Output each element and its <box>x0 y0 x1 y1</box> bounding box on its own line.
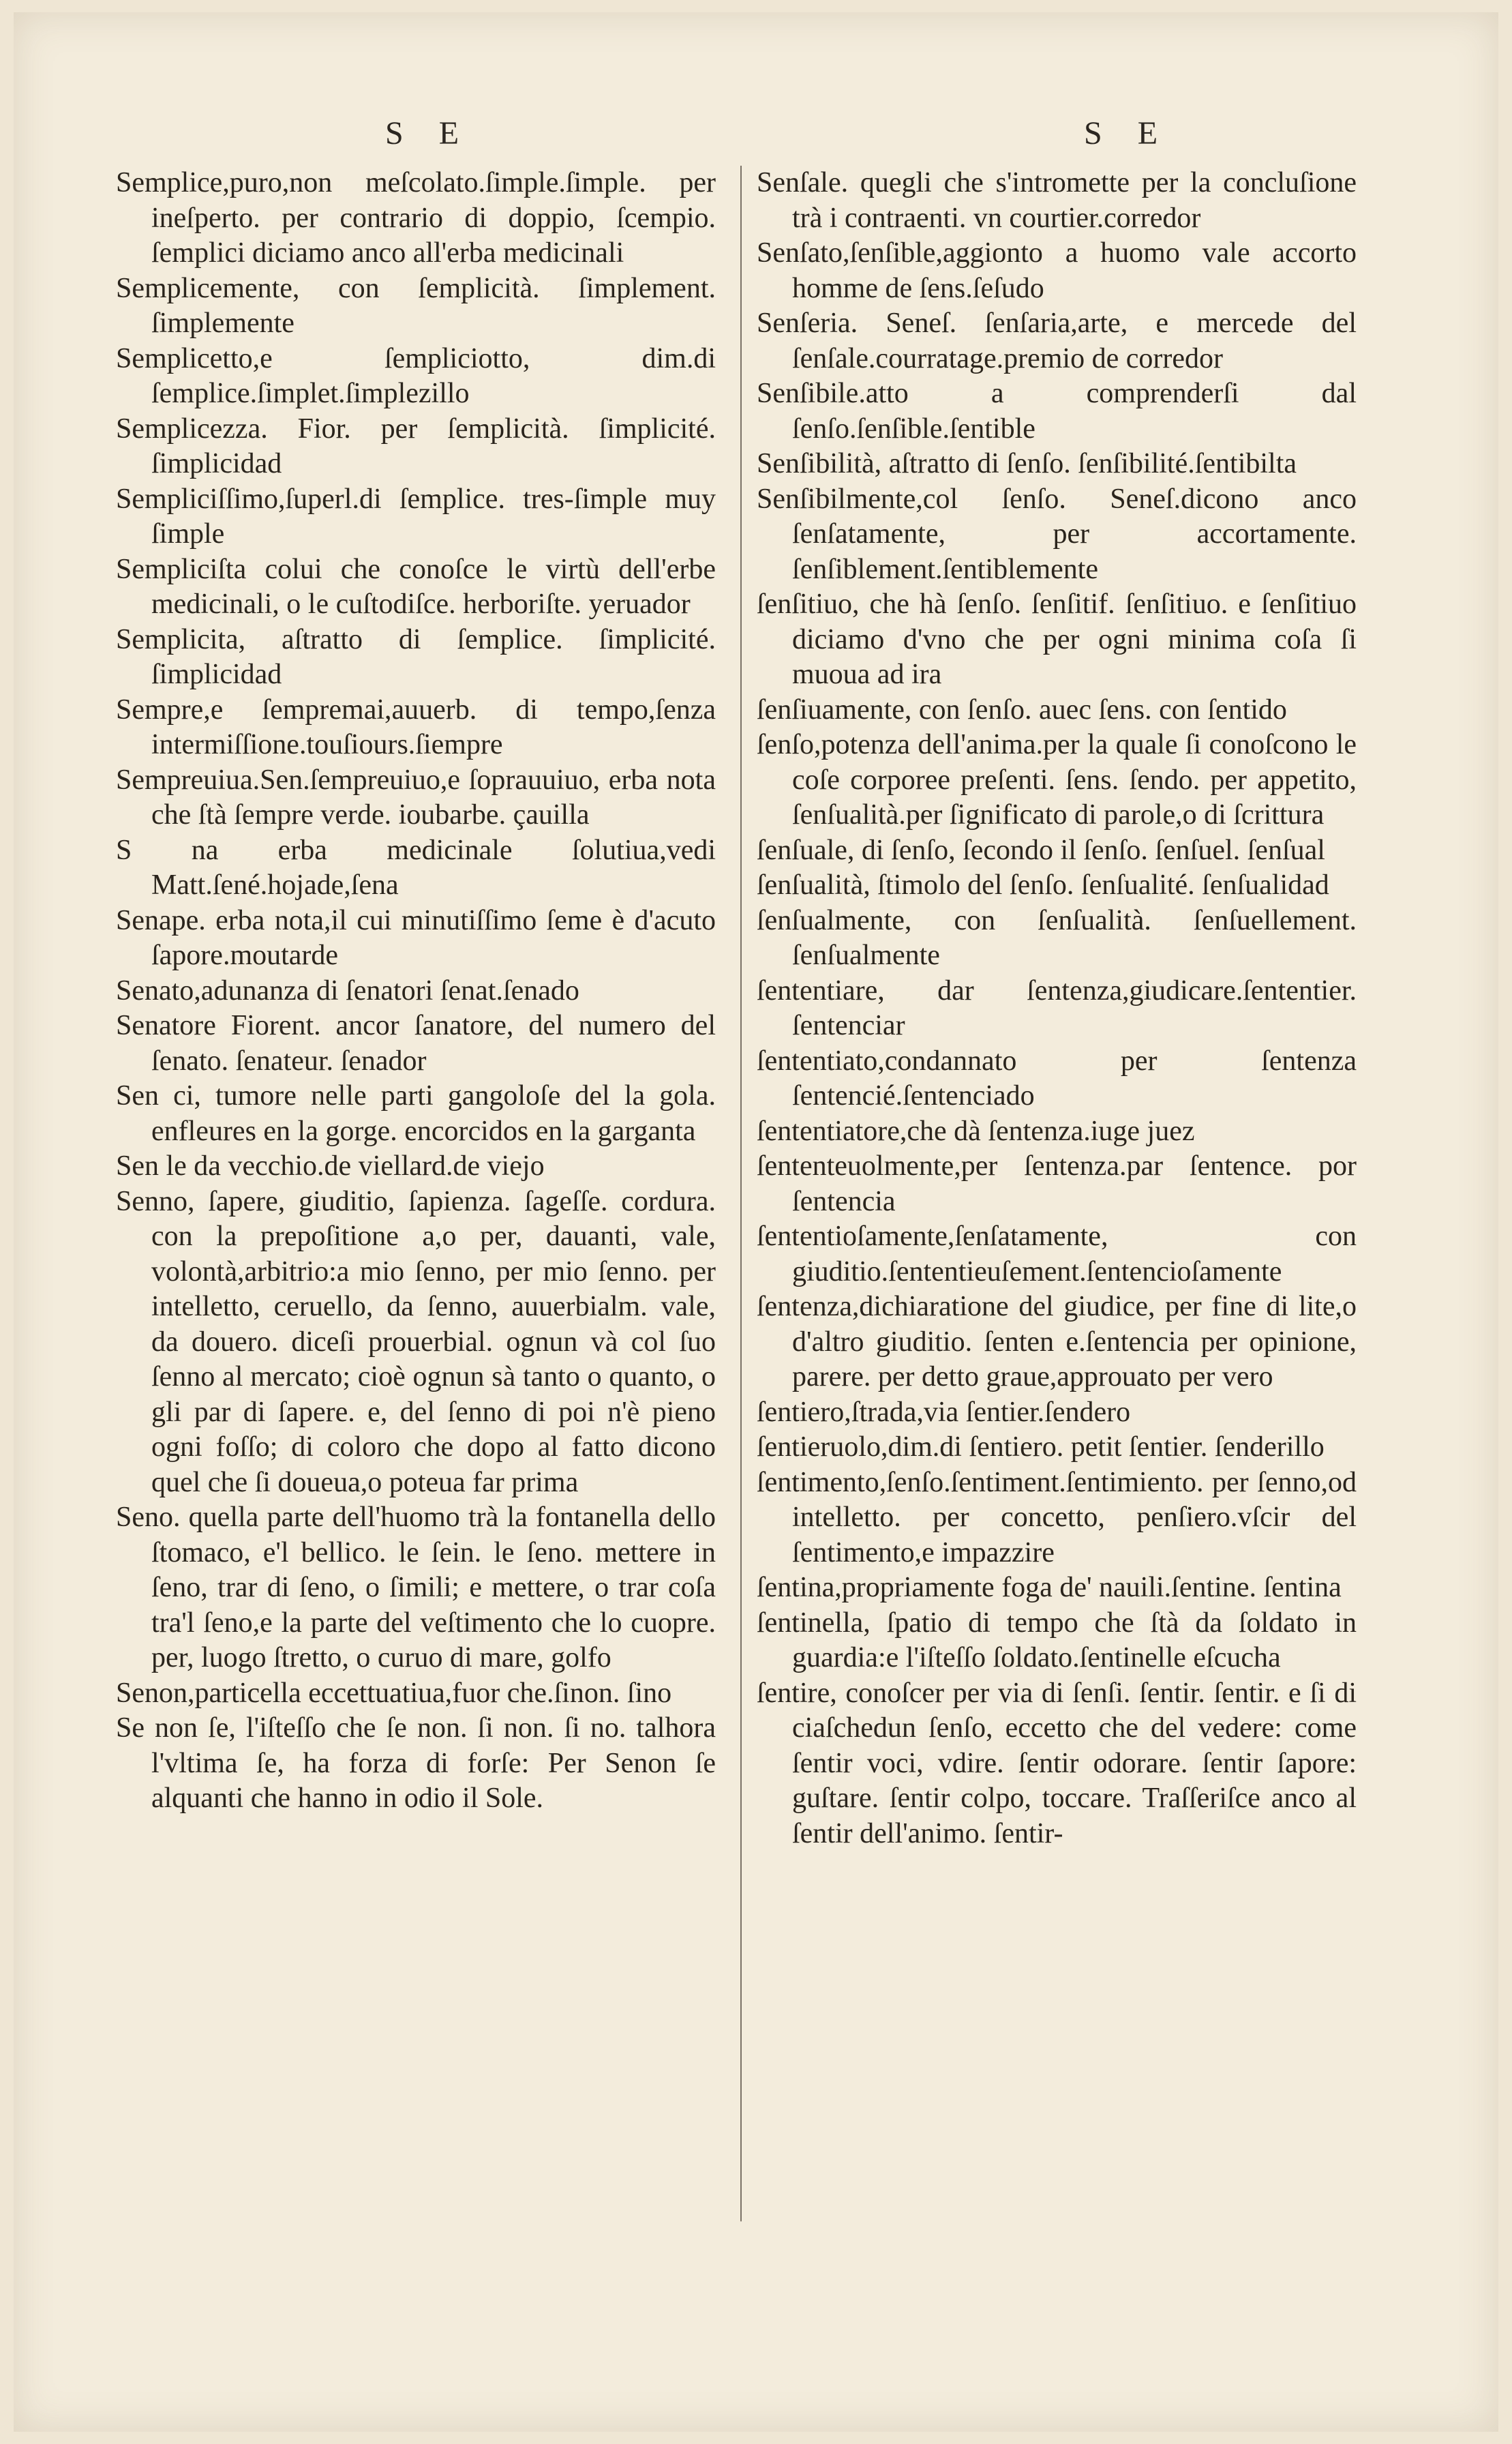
dictionary-entry: Senon,particella eccettuatiua,fuor che.ſinon. ſino <box>116 1677 672 1709</box>
dictionary-entry: ſentiero,ſtrada,via ſentier.ſendero <box>757 1396 1131 1428</box>
dictionary-entry: ſenſualmente, con ſenſualità. ſenſuellement. ſenſualmente <box>757 904 1357 971</box>
dictionary-entry: ſentinella, ſpatio di tempo che ſtà da ſoldato in guardia:e l'iſteſſo ſoldato.ſentinelle eſcucha <box>757 1607 1357 1673</box>
dictionary-entry: Sen le da vecchio.de viellard.de viejo <box>116 1150 545 1182</box>
dictionary-entry: Sempliciſſimo,ſuperl.di ſemplice. tres-ſimple muy ſimple <box>116 483 716 550</box>
dictionary-entry: Senſibilmente,col ſenſo. Seneſ.dicono anco ſenſatamente, per accortamente. ſenſiblement.ſentiblemente <box>757 483 1357 585</box>
dictionary-entry: Semplicita, aſtratto di ſemplice. ſimplicité. ſimplicidad <box>116 623 716 690</box>
dictionary-entry: Senſibilità, aſtratto di ſenſo. ſenſibilité.ſentibilta <box>757 448 1297 479</box>
dictionary-entry: Sempre,e ſempremai,auuerb. di tempo,ſenza intermiſſione.touſiours.ſiempre <box>116 694 716 760</box>
dictionary-entry: Senatore Fiorent. ancor ſanatore, del numero del ſenato. ſenateur. ſenador <box>116 1010 716 1077</box>
dictionary-entry: Senno, ſapere, giuditio, ſapienza. ſageſſe. cordura. con la prepoſitione a,o per, dauanti, vale, volontà,arbitrio:a mio ſenno, per mio ſenno. per intelletto, ceruello, da ſenno, auuerbialm. vale, da douero. diceſi prouerbial. ognun và col ſuo ſenno al mercato; cioè ognun sà tanto o quanto, o gli par di ſapere. e, del ſenno di poi n'è pieno ogni foſſo; di coloro che dopo al fatto dicono quel che ſi doueua,o poteua far prima <box>116 1185 716 1498</box>
dictionary-entry: ſentieruolo,dim.di ſentiero. petit ſentier. ſenderillo <box>757 1431 1325 1463</box>
dictionary-entry: ſenſuale, di ſenſo, ſecondo il ſenſo. ſenſuel. ſenſual <box>757 834 1325 866</box>
dictionary-entry: ſentina,propriamente foga de' nauili.ſentine. ſentina <box>757 1572 1342 1603</box>
dictionary-entry: Semplice,puro,non meſcolato.ſimple.ſimple. per ineſperto. per contrario di doppio, ſcempio. ſemplici diciamo anco all'erba medicinali <box>116 167 716 269</box>
dictionary-entry: Seno. quella parte dell'huomo trà la fontanella dello ſtomaco, e'l bellico. le ſein. le ſeno. mettere in ſeno, trar di ſeno, o ſimili; e mettere, o trar coſa tra'l ſeno,e la parte del veſtimento che lo cuopre. per, luogo ſtretto, o curuo di mare, golfo <box>116 1502 716 1673</box>
dictionary-entry: ſentire, conoſcer per via di ſenſi. ſentir. ſentir. e ſi di ciaſchedun ſenſo, eccetto che del vedere: come ſentir voci, vdire. ſentir odorare. ſentir ſapore: guſtare. ſentir colpo, toccare. Traſſeriſce anco al ſentir dell'animo. ſentir- <box>757 1677 1357 1849</box>
dictionary-entry: ſententeuolmente,per ſentenza.par ſentence. por ſentencia <box>757 1150 1357 1217</box>
dictionary-entry: ſententiatore,che dà ſentenza.iuge juez <box>757 1115 1195 1147</box>
dictionary-entry: Senſeria. Seneſ. ſenſaria,arte, e mercede del ſenſale.courratage.premio de corredor <box>757 308 1357 374</box>
dictionary-entry: S na erba medicinale ſolutiua,vedi Matt.ſené.hojade,ſena <box>116 834 716 901</box>
dictionary-entry: ſententioſamente,ſenſatamente, con giuditio.ſententieuſement.ſentencioſamente <box>757 1221 1357 1287</box>
dictionary-entry: Semplicezza. Fior. per ſemplicità. ſimplicité. ſimplicidad <box>116 413 716 479</box>
dictionary-entry: ſentimento,ſenſo.ſentiment.ſentimiento. per ſenno,od intelletto. per concetto, penſiero.vſcir del ſentimento,e impazzire <box>757 1466 1357 1568</box>
dictionary-entry: Sen ci, tumore nelle parti gangoloſe del la gola. enfleures en la gorge. encorcidos en la garganta <box>116 1080 716 1147</box>
dictionary-entry: ſententiare, dar ſentenza,giudicare.ſententier. ſentenciar <box>757 974 1357 1041</box>
right-column-header: S E <box>1084 115 1172 151</box>
dictionary-entry: ſentenza,dichiaratione del giudice, per fine di lite,o d'altro giuditio. ſenten e.ſentencia per opinione, parere. per detto graue,approuato per vero <box>757 1291 1357 1392</box>
dictionary-entry: ſententiato,condannato per ſentenza ſentencié.ſentenciado <box>757 1045 1357 1112</box>
dictionary-entry: Senſale. quegli che s'intromette per la concluſione trà i contraenti. vn courtier.corredor <box>757 167 1357 234</box>
dictionary-entry: Senato,adunanza di ſenatori ſenat.ſenado <box>116 974 579 1007</box>
right-column <box>757 166 1357 1851</box>
book-page <box>14 12 1498 2432</box>
dictionary-entry: ſenſitiuo, che hà ſenſo. ſenſitif. ſenſitiuo. e ſenſitiuo diciamo d'vno che per ogni minima coſa ſi muoua ad ira <box>757 588 1357 690</box>
dictionary-entry: Semplicemente, con ſemplicità. ſimplement. ſimplemente <box>116 272 716 339</box>
dictionary-entry: Sempreuiua.Sen.ſempreuiuo,e ſoprauuiuo, erba nota che ſtà ſempre verde. ioubarbe. çauilla <box>116 764 716 831</box>
dictionary-entry: ſenſo,potenza dell'anima.per la quale ſi conoſcono le coſe corporee preſenti. ſens. ſendo. per appetito, ſenſualità.per ſignificato di parole,o di ſcrittura <box>757 729 1357 831</box>
dictionary-entry: Senſato,ſenſible,aggionto a huomo vale accorto homme de ſens.ſeſudo <box>757 237 1357 304</box>
left-column-header: S E <box>385 115 473 151</box>
dictionary-entry: Semplicetto,e ſempliciotto, dim.di ſemplice.ſimplet.ſimplezillo <box>116 342 716 409</box>
dictionary-entry: Sempliciſta colui che conoſce le virtù dell'erbe medicinali, o le cuſtodiſce. herboriſte. yeruador <box>116 553 716 620</box>
dictionary-entry: ſenſualità, ſtimolo del ſenſo. ſenſualité. ſenſualidad <box>757 869 1329 901</box>
column-divider <box>740 166 742 2307</box>
dictionary-entry: ſenſiuamente, con ſenſo. auec ſens. con ſentido <box>757 694 1287 726</box>
dictionary-entry: Senape. erba nota,il cui minutiſſimo ſeme è d'acuto ſapore.moutarde <box>116 904 716 971</box>
dictionary-entry: Se non ſe, l'iſteſſo che ſe non. ſi non. ſi no. talhora l'vltima ſe, ha forza di forſe: Per Senon ſe alquanti che hanno in odio il Sole. <box>116 1712 716 1814</box>
left-column <box>116 166 716 1817</box>
dictionary-entry: Senſibile.atto a comprenderſi dal ſenſo.ſenſible.ſentible <box>757 378 1357 445</box>
